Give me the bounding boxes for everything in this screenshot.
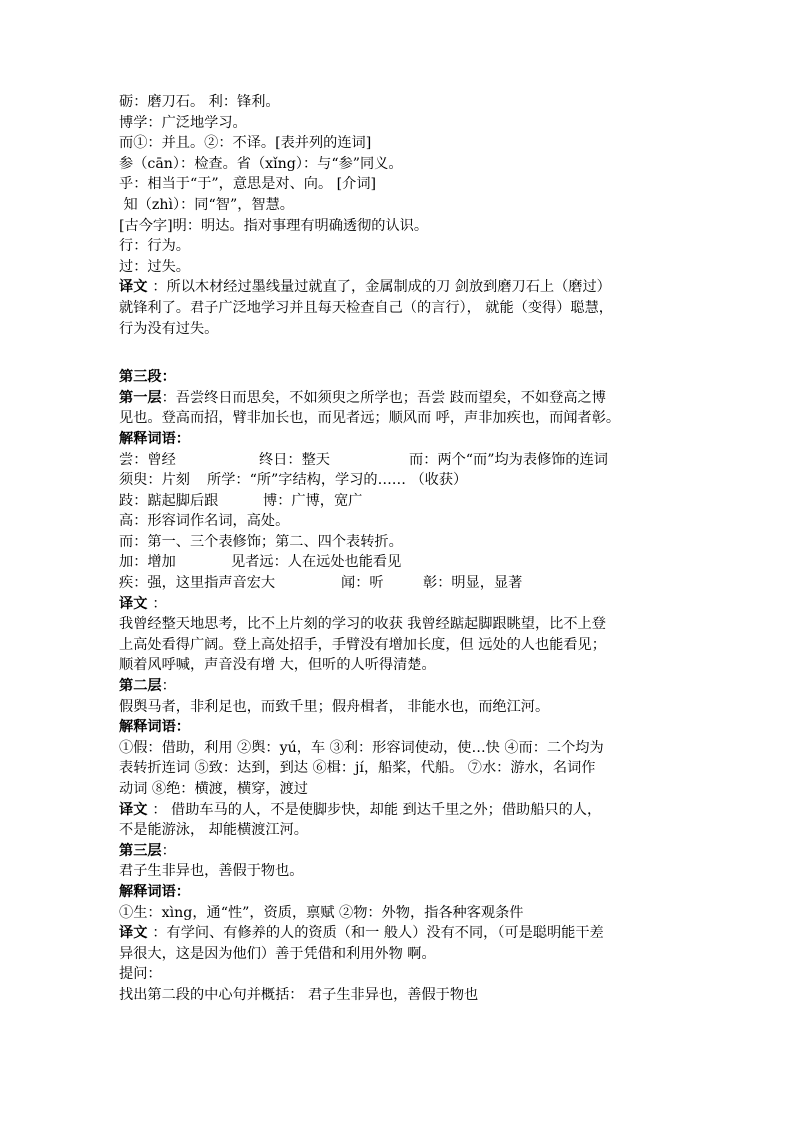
text-line: 而①：并且。②：不译。[表并列的连词] [119, 135, 372, 152]
vocab-row: 尝：曾经 终日：整天 而：两个“而”均为表修饰的连词 [119, 451, 608, 468]
text-line: 假舆马者，非利足也，而致千里；假舟楫者， 非能水也，而绝江河。 [119, 698, 550, 715]
vocab-row: 须臾：片刻 所学：“所”字结构，学习的…… （收获） [119, 472, 468, 489]
translation-4: 译文 ：有学问、有修养的人的资质（和一 般人）没有不同，（可是聪明能干差 [119, 925, 604, 942]
question-heading: 提问： [119, 966, 162, 983]
document-page [119, 92, 689, 1006]
vocab-heading: 解释词语： [119, 883, 190, 900]
text-line: 知（zhì）：同“智”，智慧。 [119, 196, 294, 213]
text-line: 博学：广泛地学习。 [119, 114, 247, 131]
text-line: 过：过失。 [119, 258, 190, 275]
translation-label: 译文 [119, 279, 153, 296]
text-line: 砺：磨刀石。 利：锋利。 [119, 94, 280, 110]
translation-1: 译文 ：所以木材经过墨线量过就直了，金属制成的刀 剑放到磨刀石上（磨过） [119, 279, 611, 296]
translation-2: 译文 ： [119, 595, 167, 612]
translation-3: 译文 ： 借助车马的人，不是使脚步快，却能 到达千里之外；借助船只的人， [119, 801, 602, 818]
text-line: 不是能游泳， 却能横渡江河。 [119, 822, 308, 839]
layer-1: 第一层：吾尝终日而思矣，不如须臾之所学也；吾尝 跂而望矣，不如登高之博 [119, 389, 606, 406]
text-line: ①生：xìng，通“性”，资质，禀赋 ②物：外物，指各种客观条件 [119, 904, 524, 921]
text-line: 乎：相当于“于”，意思是对、向。 [介词] [119, 176, 377, 193]
text-line: 异很大，这是因为他们）善于凭借和利用外物 啊。 [119, 945, 436, 962]
vocab-row: 加：增加 见者远：人在远处也能看见 [119, 554, 402, 571]
text-line: 顺着风呼喊，声音没有增 大，但听的人听得清楚。 [119, 657, 436, 674]
text-line: [古今字]明：明达。指对事理有明确透彻的认识。 [119, 217, 429, 234]
vocab-heading: 解释词语： [119, 430, 190, 447]
text-line: 动词 ⑧绝：横渡，横穿，渡过 [119, 781, 308, 797]
text-line: 上高处看得广阔。登上高处招手，手臂没有增加长度，但 远处的人也能看见； [119, 636, 606, 653]
text-line: 就锋利了。君子广泛地学习并且每天检查自己（的言行）， 就能（变得）聪慧， [119, 299, 613, 316]
vocab-heading: 解释词语： [119, 719, 190, 736]
text-line: 我曾经整天地思考，比不上片刻的学习的收获 我曾经踮起脚跟眺望，比不上登 [119, 616, 606, 633]
text-line: 找出第二段的中心句并概括： 君子生非异也，善假于物也 [119, 986, 479, 1003]
text-line: 参（cān）：检查。省（xǐng）：与“参”同义。 [119, 155, 403, 172]
vocab-row: 高：形容词作名词，高处。 [119, 513, 290, 530]
layer-2: 第二层： [119, 678, 176, 695]
text-line: 表转折连词 ⑤致：达到，到达 ⑥楫：jí，船桨，代船。 ⑦水：游水，名词作 [119, 760, 596, 777]
text-line: 君子生非异也，善假于物也。 [119, 863, 304, 880]
vocab-row: 疾：强，这里指声音宏大 闻：听 彰：明显，显著 [119, 575, 523, 592]
text-line: 行：行为。 [119, 238, 190, 255]
text-line: 行为没有过失。 [119, 320, 219, 337]
text-line: ①假：借助，利用 ②舆：yú，车 ③利：形容词使动，使…快 ④而：二个均为 [119, 739, 604, 756]
section-heading: 第三段： [119, 369, 176, 386]
layer-3: 第三层： [119, 842, 176, 859]
vocab-row: 跂：踮起脚后跟 博：广博，宽广 [119, 492, 363, 509]
text-line: 见也。登高而招，臂非加长也，而见者远；顺风而 呼，声非加疾也，而闻者彰。 [119, 410, 621, 427]
vocab-row: 而：第一、三个表修饰；第二、四个表转折。 [119, 533, 403, 550]
